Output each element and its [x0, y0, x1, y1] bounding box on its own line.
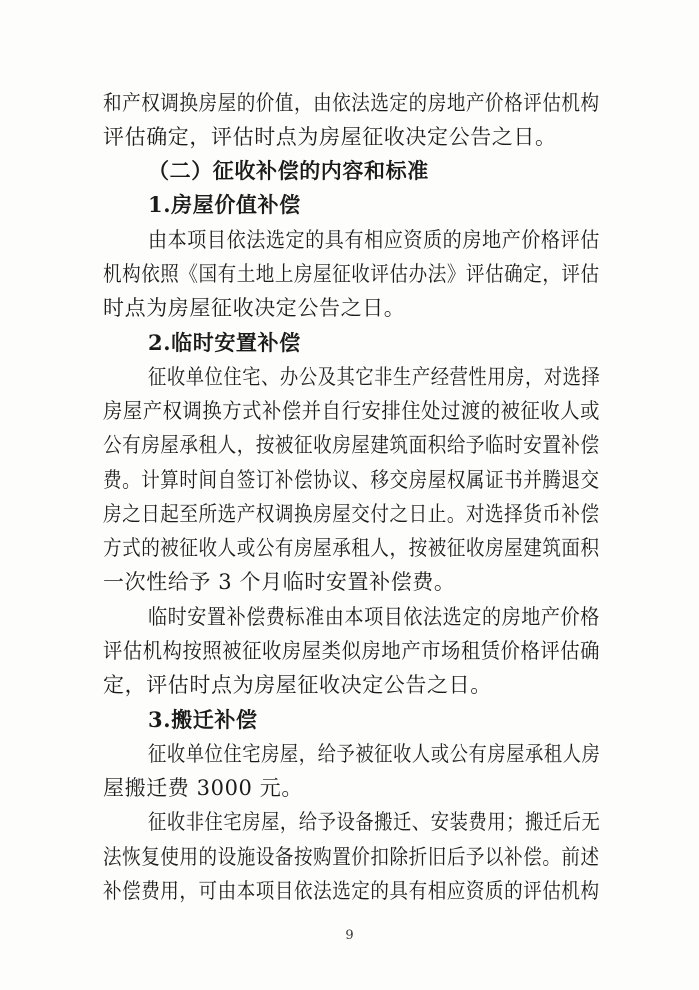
- text-line: 补偿费用，可由本项目依法选定的具有相应资质的评估机构: [103, 878, 600, 903]
- text-line: 房之日起至所选产权调换房屋交付之日止。对选择货币补偿: [103, 501, 600, 526]
- subsection-heading: 2.临时安置补偿: [148, 329, 301, 355]
- text-line: 时点为房屋征收决定公告之日。: [103, 296, 406, 321]
- text-line: 房屋产权调换方式补偿并自行安排住处过渡的被征收人或: [103, 399, 601, 424]
- text-line: 征收单位住宅、办公及其它非生产经营性用房，对选择: [148, 364, 601, 389]
- text-line: 方式的被征收人或公有房屋承租人，按被征收房屋建筑面积: [103, 536, 600, 561]
- text-line: 屋搬迁费 3000 元。: [103, 776, 303, 801]
- text-line: 临时安置补偿费标准由本项目依法选定的房地产价格: [148, 604, 600, 629]
- text-line: 法恢复使用的设施设备按购置价扣除折旧后予以补偿。前述: [103, 844, 600, 869]
- text-line: 征收单位住宅房屋，给予被征收人或公有房屋承租人房: [148, 741, 601, 766]
- subsection-heading: 1.房屋价值补偿: [148, 192, 301, 218]
- text-line: 定，评估时点为房屋征收决定公告之日。: [103, 673, 492, 698]
- text-line: 评估确定，评估时点为房屋征收决定公告之日。: [103, 124, 557, 149]
- text-line: 费。计算时间自签订补偿协议、移交房屋权属证书并腾退交: [103, 467, 600, 492]
- text-line: 机构依照《国有土地上房屋征收评估办法》评估确定，评估: [103, 261, 600, 286]
- text-line: 一次性给予 3 个月临时安置补偿费。: [103, 570, 456, 595]
- text-line: 评估机构按照被征收房屋类似房地产市场租赁价格评估确: [103, 639, 601, 663]
- subsection-heading: 3.搬迁补偿: [148, 706, 258, 732]
- text-line: 征收非住宅房屋，给予设备搬迁、安装费用；搬迁后无: [148, 810, 601, 835]
- text-line: 由本项目依法选定的具有相应资质的房地产价格评估: [148, 227, 600, 252]
- text-line: 公有房屋承租人，按被征收房屋建筑面积给予临时安置补偿: [103, 433, 600, 458]
- section-heading: （二）征收补偿的内容和标准: [148, 158, 429, 184]
- text-line: 和产权调换房屋的价值，由依法选定的房地产价格评估机构: [103, 90, 600, 115]
- page-number: 9: [345, 928, 354, 943]
